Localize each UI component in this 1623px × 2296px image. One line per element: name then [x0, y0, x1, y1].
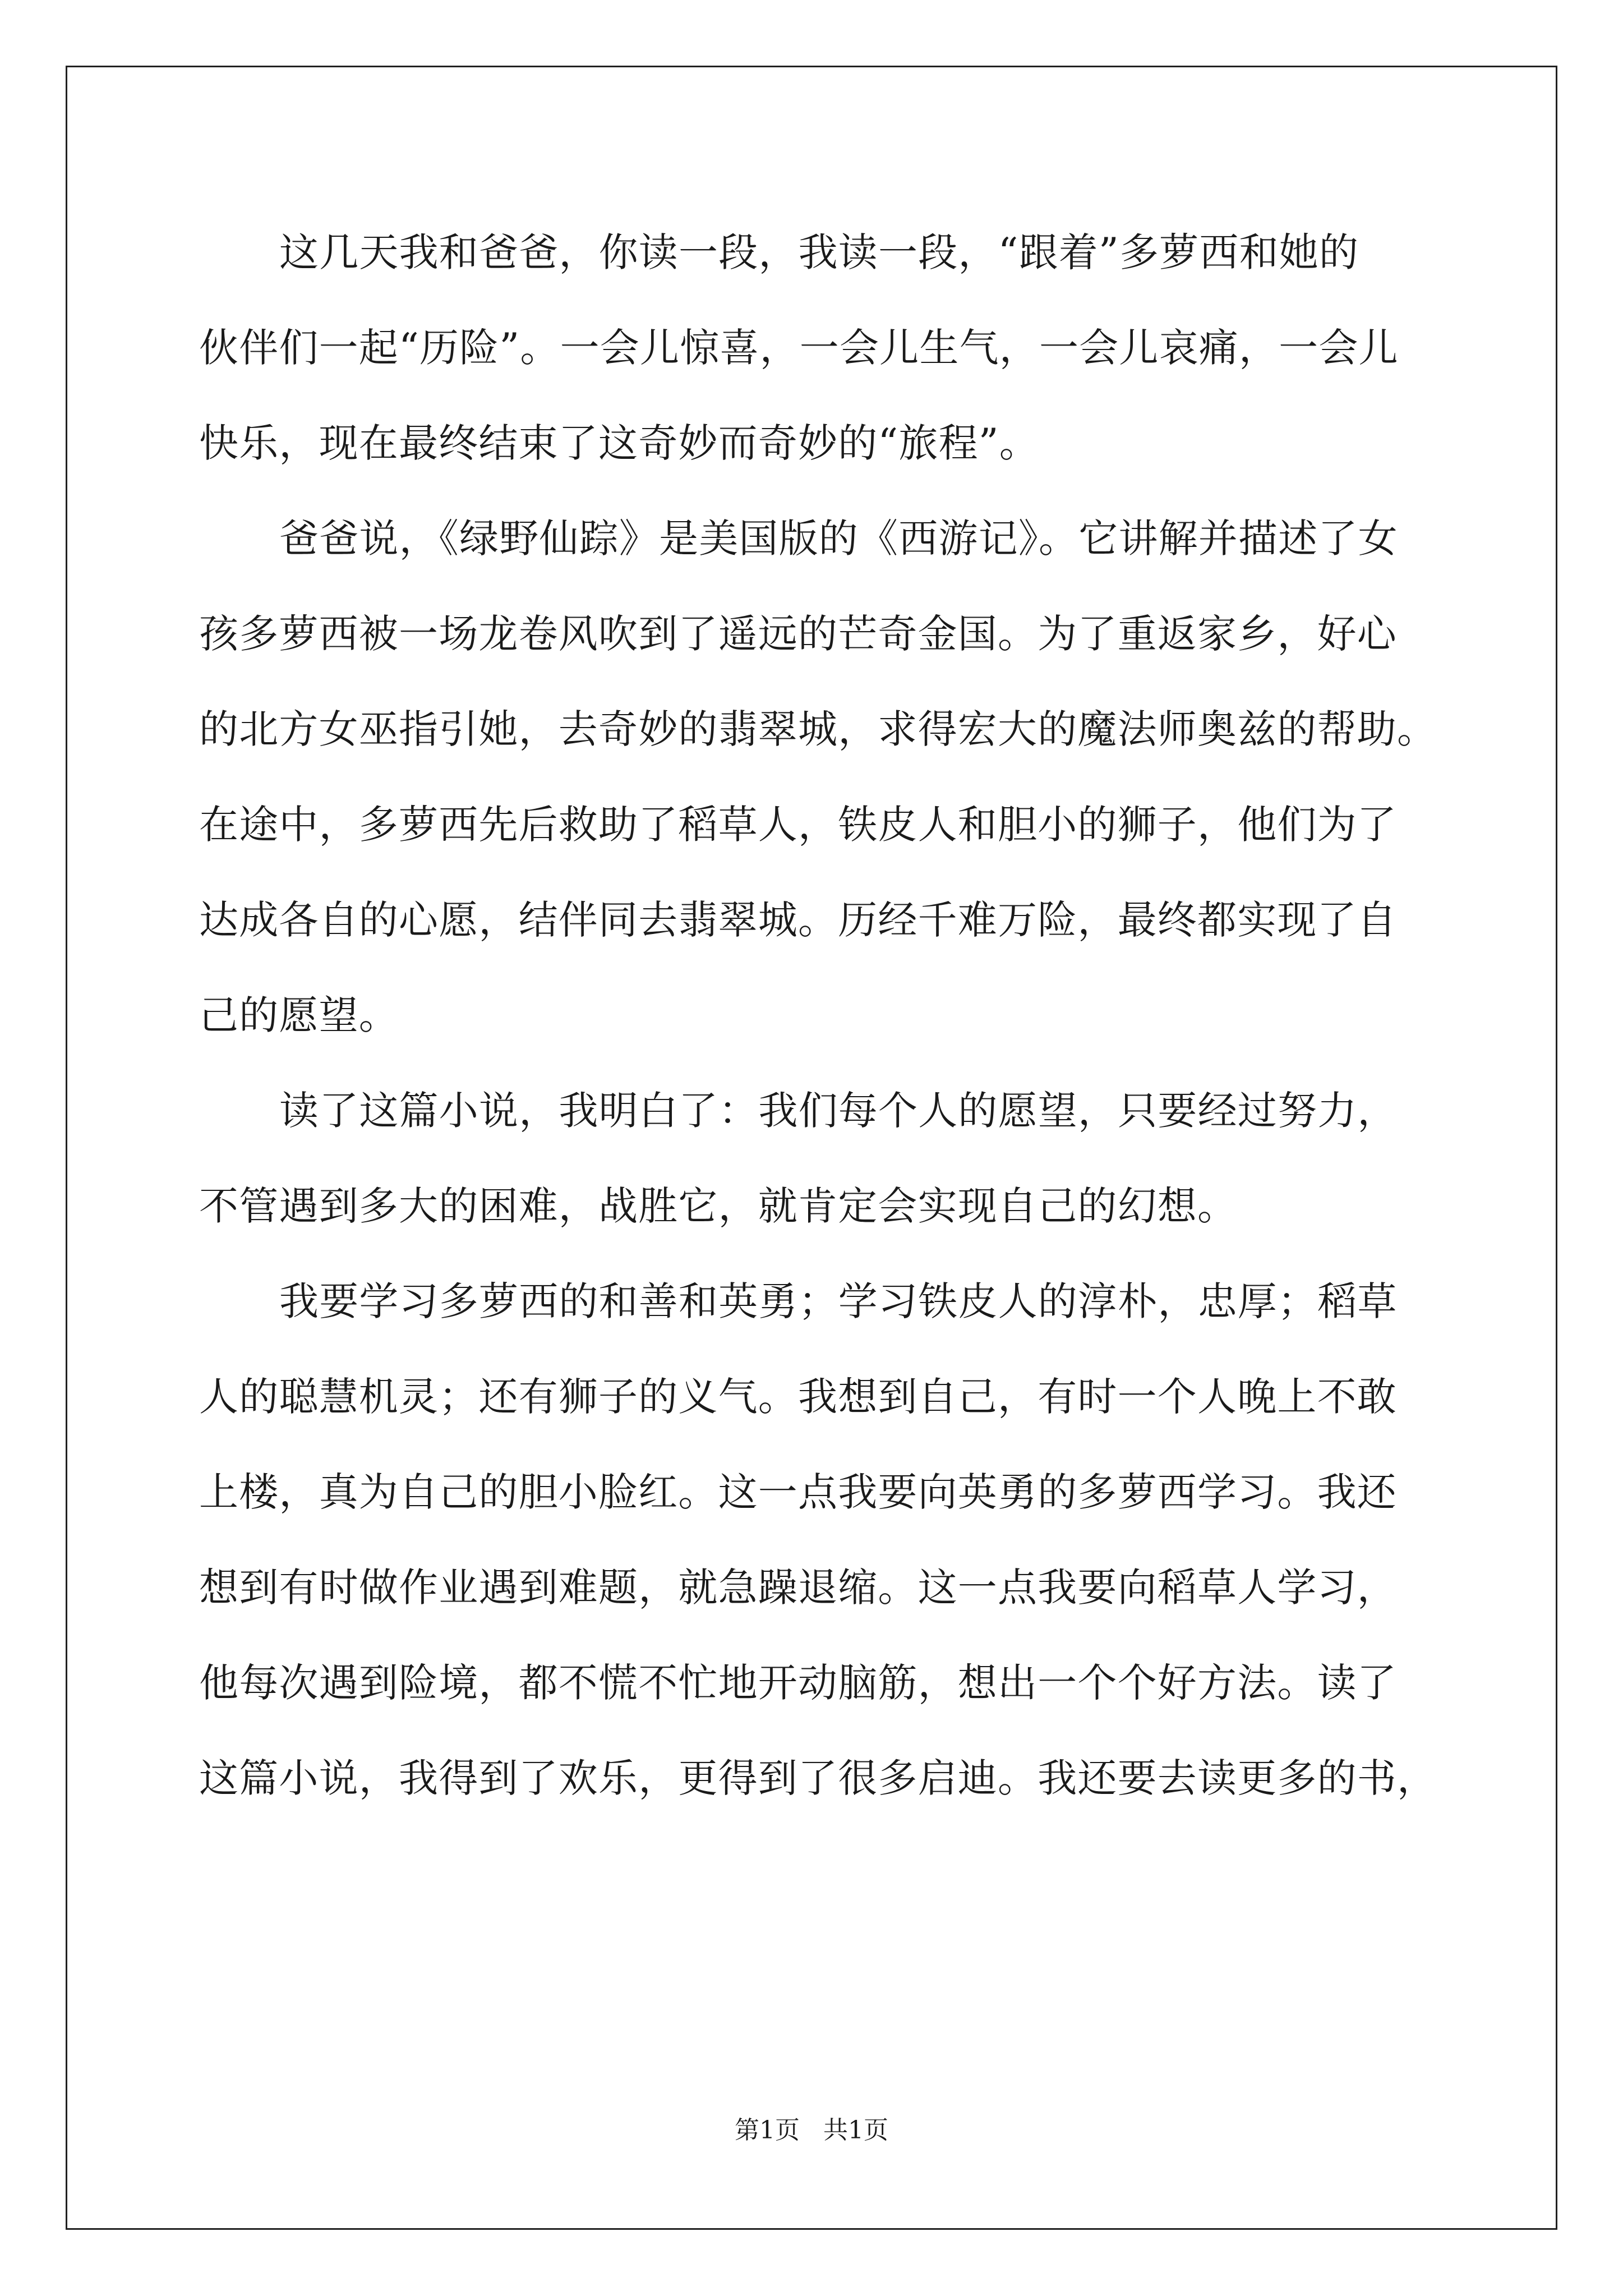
paragraph-2-line-3: 的北方女巫指引她，去奇妙的翡翠城，求得宏大的魔法师奥兹的帮助。 [199, 706, 1437, 752]
total-pages: 共1页 [823, 2116, 888, 2145]
paragraph-4-line-2: 人的聪慧机灵；还有狮子的义气。我想到自己，有时一个人晚上不敢 [199, 1374, 1397, 1420]
paragraph-4-line-3: 上楼，真为自己的胆小脸红。这一点我要向英勇的多萝西学习。我还 [199, 1469, 1397, 1515]
paragraph-2-line-1: 爸爸说，《绿野仙踪》是美国版的《西游记》。它讲解并描述了女 [279, 516, 1398, 562]
paragraph-4-line-1: 我要学习多萝西的和善和英勇；学习铁皮人的淳朴，忠厚；稻草 [279, 1278, 1398, 1324]
paragraph-2-line-6: 己的愿望。 [199, 992, 399, 1038]
footer-separator [800, 2116, 823, 2145]
paragraph-1-line-2: 伙伴们一起“历险”。一会儿惊喜，一会儿生气，一会儿哀痛，一会儿 [199, 325, 1399, 371]
paragraph-2-line-5: 达成各自的心愿，结伴同去翡翠城。历经千难万险，最终都实现了自 [199, 897, 1397, 943]
paragraph-3-line-1: 读了这篇小说，我明白了：我们每个人的愿望，只要经过努力， [279, 1088, 1398, 1134]
paragraph-4-line-4: 想到有时做作业遇到难题，就急躁退缩。这一点我要向稻草人学习， [199, 1565, 1397, 1611]
paragraph-1-line-1: 这几天我和爸爸，你读一段，我读一段，“跟着”多萝西和她的 [279, 229, 1359, 275]
paragraph-2-line-2: 孩多萝西被一场龙卷风吹到了遥远的芒奇金国。为了重返家乡，好心 [199, 611, 1397, 657]
paragraph-1-line-3: 快乐，现在最终结束了这奇妙而奇妙的“旅程”。 [199, 420, 1039, 466]
paragraph-3-line-2: 不管遇到多大的困难，战胜它，就肯定会实现自己的幻想。 [199, 1183, 1238, 1229]
page-number: 第1页 [735, 2116, 800, 2145]
paragraph-2-line-4: 在途中，多萝西先后救助了稻草人，铁皮人和胆小的狮子，他们为了 [199, 802, 1397, 848]
paragraph-4-line-6: 这篇小说，我得到了欢乐，更得到了很多启迪。我还要去读更多的书， [199, 1755, 1437, 1801]
paragraph-4-line-5: 他每次遇到险境，都不慌不忙地开动脑筋，想出一个个好方法。读了 [199, 1660, 1397, 1706]
page-footer [0, 2114, 1623, 2147]
page-border [66, 66, 1557, 2230]
